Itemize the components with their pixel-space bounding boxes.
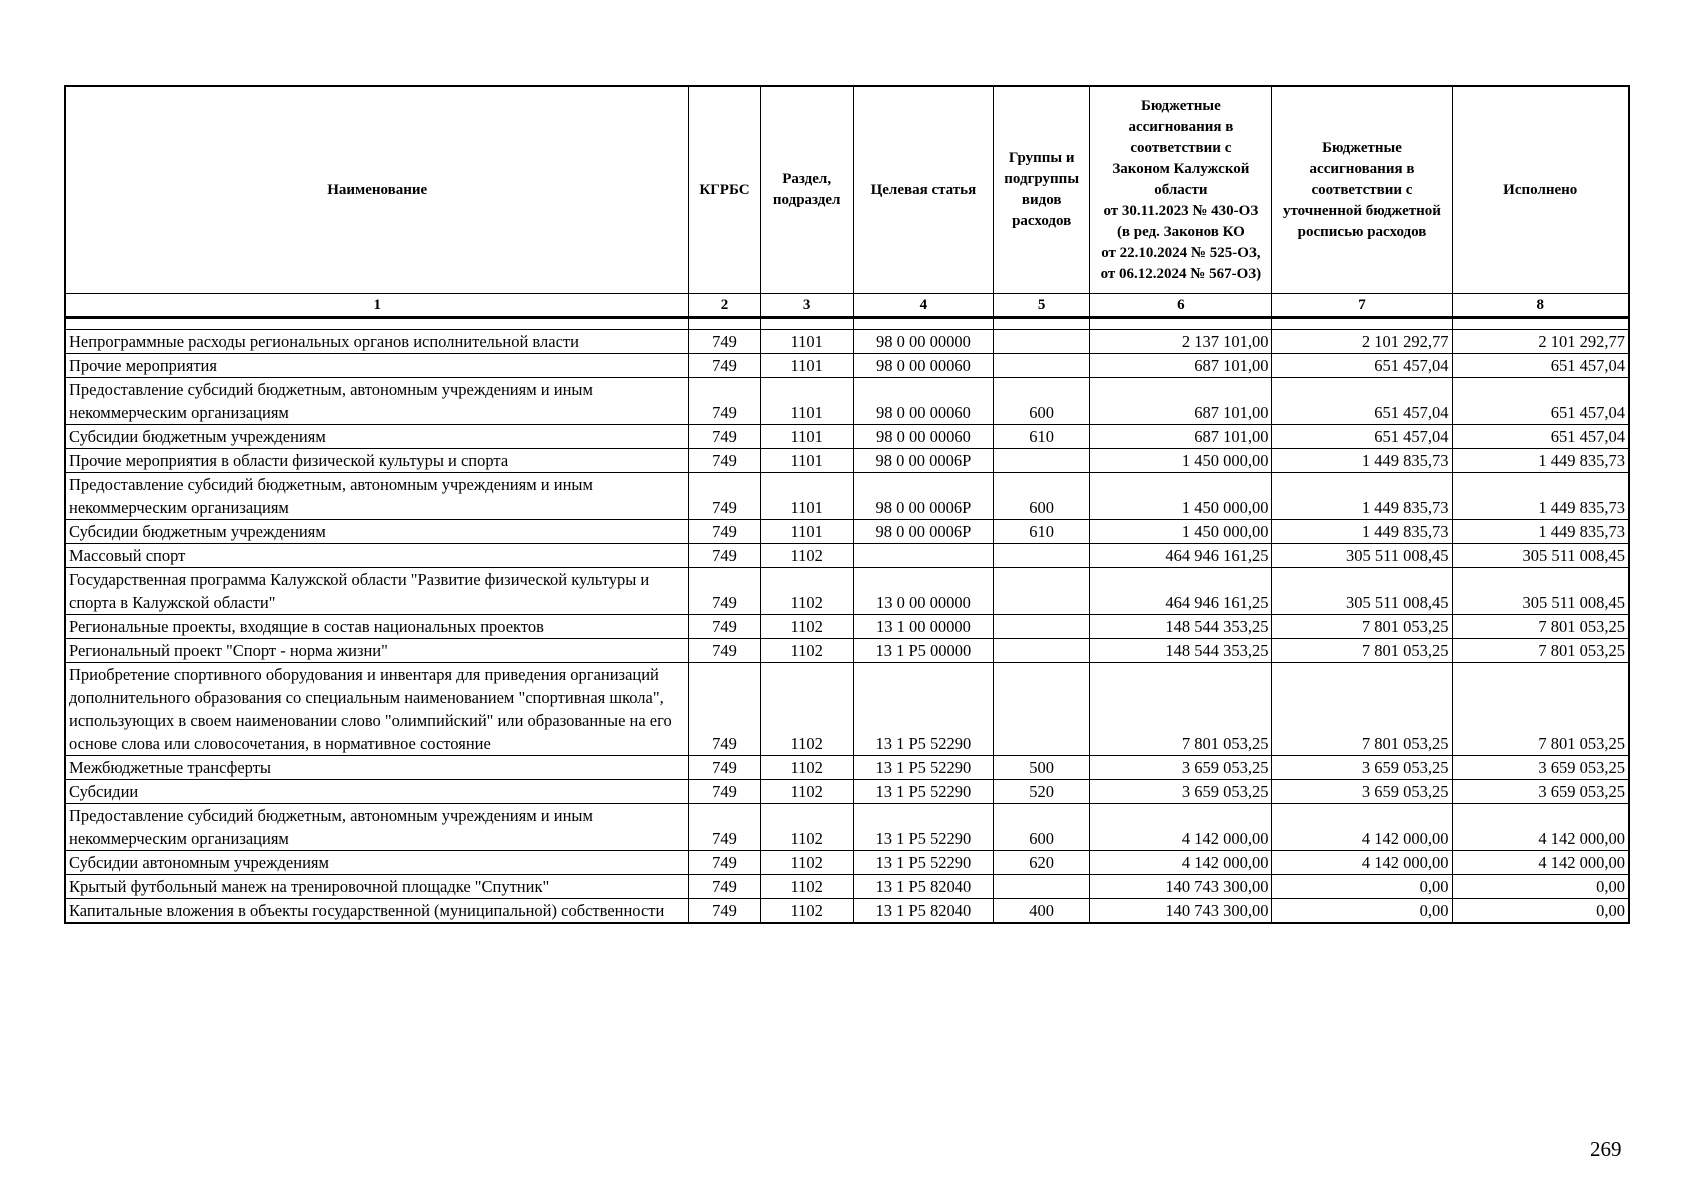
cell-target: 13 1 Р5 82040 — [853, 899, 993, 924]
cell-kgrbs: 749 — [689, 473, 760, 520]
cell-section: 1101 — [760, 425, 853, 449]
table-row — [65, 449, 1629, 473]
cell-target: 13 1 Р5 52290 — [853, 756, 993, 780]
column-number: 1 — [65, 294, 689, 318]
cell-section: 1101 — [760, 378, 853, 425]
cell-executed-amount: 0,00 — [1452, 875, 1629, 899]
table-row — [65, 639, 1629, 663]
cell-target: 98 0 00 00000 — [853, 330, 993, 354]
cell-refined-amount: 7 801 053,25 — [1272, 663, 1452, 756]
cell-refined-amount: 7 801 053,25 — [1272, 639, 1452, 663]
cell-group — [994, 568, 1090, 615]
cell-law-amount: 464 946 161,25 — [1090, 544, 1272, 568]
cell-section: 1102 — [760, 804, 853, 851]
table-row — [65, 663, 1629, 756]
column-number: 7 — [1272, 294, 1452, 318]
cell-law-amount: 140 743 300,00 — [1090, 899, 1272, 924]
cell-group — [994, 354, 1090, 378]
cell-name: Предоставление субсидий бюджетным, автономным учреждениям и иным некоммерческим организациям — [65, 378, 689, 425]
cell-refined-amount: 4 142 000,00 — [1272, 851, 1452, 875]
table-row — [65, 354, 1629, 378]
cell-law-amount: 1 450 000,00 — [1090, 473, 1272, 520]
table-row — [65, 330, 1629, 354]
cell-target: 13 1 Р5 82040 — [853, 875, 993, 899]
cell-section: 1102 — [760, 663, 853, 756]
cell-refined-amount: 3 659 053,25 — [1272, 756, 1452, 780]
column-header-name: Наименование — [65, 86, 689, 294]
cell-kgrbs: 749 — [689, 851, 760, 875]
column-header-target: Целевая статья — [853, 86, 993, 294]
column-header-law-assignments: Бюджетные ассигнования в соответствии с Законом Калужской области от 30.11.2023 № 430-ОЗ (в ред. Законов КО от 22.10.2024 № 525-ОЗ, от 06.12.2024 № 567-ОЗ) — [1090, 86, 1272, 294]
table-row — [65, 544, 1629, 568]
cell-kgrbs: 749 — [689, 780, 760, 804]
cell-law-amount: 4 142 000,00 — [1090, 851, 1272, 875]
cell-name: Региональный проект "Спорт - норма жизни" — [65, 639, 689, 663]
cell-target: 98 0 00 00060 — [853, 425, 993, 449]
cell-refined-amount: 4 142 000,00 — [1272, 804, 1452, 851]
cell-executed-amount: 2 101 292,77 — [1452, 330, 1629, 354]
cell-section: 1101 — [760, 354, 853, 378]
cell-refined-amount: 651 457,04 — [1272, 425, 1452, 449]
cell-name: Крытый футбольный манеж на тренировочной площадке "Спутник" — [65, 875, 689, 899]
cell-name: Непрограммные расходы региональных органов исполнительной власти — [65, 330, 689, 354]
cell-group: 610 — [994, 520, 1090, 544]
cell-target: 98 0 00 00060 — [853, 378, 993, 425]
cell-group — [994, 875, 1090, 899]
cell-executed-amount: 7 801 053,25 — [1452, 639, 1629, 663]
budget-table — [64, 85, 1630, 924]
cell-refined-amount: 651 457,04 — [1272, 378, 1452, 425]
cell-law-amount: 687 101,00 — [1090, 425, 1272, 449]
table-row — [65, 473, 1629, 520]
cell-kgrbs: 749 — [689, 756, 760, 780]
cell-law-amount: 3 659 053,25 — [1090, 780, 1272, 804]
cell-target: 13 1 00 00000 — [853, 615, 993, 639]
column-number: 2 — [689, 294, 760, 318]
cell-executed-amount: 305 511 008,45 — [1452, 544, 1629, 568]
cell-refined-amount: 0,00 — [1272, 875, 1452, 899]
table-row — [65, 568, 1629, 615]
cell-executed-amount: 0,00 — [1452, 899, 1629, 924]
cell-law-amount: 4 142 000,00 — [1090, 804, 1272, 851]
spacer-row — [65, 318, 1629, 330]
cell-kgrbs: 749 — [689, 354, 760, 378]
column-header-group: Группы и подгруппы видов расходов — [994, 86, 1090, 294]
cell-executed-amount: 651 457,04 — [1452, 425, 1629, 449]
cell-kgrbs: 749 — [689, 615, 760, 639]
column-number-row — [65, 294, 1629, 318]
column-header-refined-assignments: Бюджетные ассигнования в соответствии с уточненной бюджетной росписью расходов — [1272, 86, 1452, 294]
cell-name: Субсидии бюджетным учреждениям — [65, 520, 689, 544]
cell-executed-amount: 3 659 053,25 — [1452, 780, 1629, 804]
column-header-kgrbs: КГРБС — [689, 86, 760, 294]
cell-group: 600 — [994, 378, 1090, 425]
cell-name: Субсидии автономным учреждениям — [65, 851, 689, 875]
cell-law-amount: 464 946 161,25 — [1090, 568, 1272, 615]
cell-kgrbs: 749 — [689, 804, 760, 851]
table-row — [65, 425, 1629, 449]
cell-law-amount: 1 450 000,00 — [1090, 449, 1272, 473]
cell-section: 1102 — [760, 544, 853, 568]
cell-section: 1102 — [760, 756, 853, 780]
cell-law-amount: 140 743 300,00 — [1090, 875, 1272, 899]
cell-group: 620 — [994, 851, 1090, 875]
cell-target: 98 0 00 0006Р — [853, 473, 993, 520]
cell-target — [853, 544, 993, 568]
cell-law-amount: 2 137 101,00 — [1090, 330, 1272, 354]
cell-section: 1102 — [760, 639, 853, 663]
cell-executed-amount: 4 142 000,00 — [1452, 804, 1629, 851]
cell-group: 400 — [994, 899, 1090, 924]
cell-executed-amount: 4 142 000,00 — [1452, 851, 1629, 875]
cell-target: 98 0 00 0006Р — [853, 449, 993, 473]
table-row — [65, 851, 1629, 875]
table-row — [65, 756, 1629, 780]
table-row — [65, 899, 1629, 924]
cell-group: 520 — [994, 780, 1090, 804]
cell-executed-amount: 651 457,04 — [1452, 354, 1629, 378]
cell-refined-amount: 305 511 008,45 — [1272, 544, 1452, 568]
cell-law-amount: 148 544 353,25 — [1090, 639, 1272, 663]
column-number: 4 — [853, 294, 993, 318]
cell-executed-amount: 651 457,04 — [1452, 378, 1629, 425]
cell-group: 600 — [994, 473, 1090, 520]
cell-section: 1101 — [760, 330, 853, 354]
cell-target: 13 1 Р5 52290 — [853, 804, 993, 851]
table-row — [65, 520, 1629, 544]
cell-refined-amount: 3 659 053,25 — [1272, 780, 1452, 804]
cell-target: 13 1 Р5 00000 — [853, 639, 993, 663]
cell-executed-amount: 7 801 053,25 — [1452, 663, 1629, 756]
cell-group — [994, 449, 1090, 473]
cell-kgrbs: 749 — [689, 875, 760, 899]
cell-refined-amount: 1 449 835,73 — [1272, 449, 1452, 473]
cell-section: 1102 — [760, 875, 853, 899]
cell-law-amount: 3 659 053,25 — [1090, 756, 1272, 780]
table-row — [65, 804, 1629, 851]
cell-section: 1101 — [760, 449, 853, 473]
cell-kgrbs: 749 — [689, 899, 760, 924]
cell-section: 1102 — [760, 780, 853, 804]
cell-executed-amount: 3 659 053,25 — [1452, 756, 1629, 780]
cell-name: Капитальные вложения в объекты государственной (муниципальной) собственности — [65, 899, 689, 924]
table-row — [65, 875, 1629, 899]
column-header-executed: Исполнено — [1452, 86, 1629, 294]
cell-section: 1101 — [760, 520, 853, 544]
cell-kgrbs: 749 — [689, 663, 760, 756]
cell-refined-amount: 305 511 008,45 — [1272, 568, 1452, 615]
cell-section: 1102 — [760, 568, 853, 615]
cell-name: Приобретение спортивного оборудования и инвентаря для приведения организаций дополнительного образования со специальным наименованием "спортивная школа", использующих в своем наименовании слово "олимпийский" или образованные на его основе слова или словосочетания, в нормативное состояние — [65, 663, 689, 756]
cell-group: 500 — [994, 756, 1090, 780]
page-number: 269 — [1590, 1137, 1622, 1161]
cell-target: 13 1 Р5 52290 — [853, 780, 993, 804]
cell-kgrbs: 749 — [689, 639, 760, 663]
cell-group — [994, 639, 1090, 663]
cell-target: 98 0 00 00060 — [853, 354, 993, 378]
cell-name: Массовый спорт — [65, 544, 689, 568]
cell-name: Государственная программа Калужской области "Развитие физической культуры и спорта в Калужской области" — [65, 568, 689, 615]
table-row — [65, 615, 1629, 639]
cell-section: 1102 — [760, 851, 853, 875]
cell-name: Межбюджетные трансферты — [65, 756, 689, 780]
cell-group — [994, 544, 1090, 568]
cell-refined-amount: 1 449 835,73 — [1272, 520, 1452, 544]
cell-executed-amount: 7 801 053,25 — [1452, 615, 1629, 639]
cell-group: 610 — [994, 425, 1090, 449]
cell-kgrbs: 749 — [689, 330, 760, 354]
cell-executed-amount: 305 511 008,45 — [1452, 568, 1629, 615]
cell-group — [994, 615, 1090, 639]
cell-name: Региональные проекты, входящие в состав национальных проектов — [65, 615, 689, 639]
cell-group — [994, 330, 1090, 354]
cell-refined-amount: 2 101 292,77 — [1272, 330, 1452, 354]
column-header-section: Раздел, подраздел — [760, 86, 853, 294]
cell-kgrbs: 749 — [689, 544, 760, 568]
cell-executed-amount: 1 449 835,73 — [1452, 520, 1629, 544]
column-number: 6 — [1090, 294, 1272, 318]
cell-target: 13 0 00 00000 — [853, 568, 993, 615]
column-number: 3 — [760, 294, 853, 318]
cell-section: 1102 — [760, 899, 853, 924]
cell-name: Прочие мероприятия в области физической культуры и спорта — [65, 449, 689, 473]
cell-kgrbs: 749 — [689, 568, 760, 615]
cell-kgrbs: 749 — [689, 449, 760, 473]
cell-group: 600 — [994, 804, 1090, 851]
table-row — [65, 780, 1629, 804]
cell-target: 98 0 00 0006Р — [853, 520, 993, 544]
cell-name: Субсидии бюджетным учреждениям — [65, 425, 689, 449]
cell-name: Субсидии — [65, 780, 689, 804]
cell-law-amount: 1 450 000,00 — [1090, 520, 1272, 544]
cell-target: 13 1 Р5 52290 — [853, 851, 993, 875]
cell-executed-amount: 1 449 835,73 — [1452, 473, 1629, 520]
cell-executed-amount: 1 449 835,73 — [1452, 449, 1629, 473]
table-row — [65, 378, 1629, 425]
cell-law-amount: 148 544 353,25 — [1090, 615, 1272, 639]
column-number: 8 — [1452, 294, 1629, 318]
table-header-row — [65, 86, 1629, 294]
cell-name: Предоставление субсидий бюджетным, автономным учреждениям и иным некоммерческим организациям — [65, 804, 689, 851]
cell-law-amount: 7 801 053,25 — [1090, 663, 1272, 756]
cell-refined-amount: 1 449 835,73 — [1272, 473, 1452, 520]
cell-kgrbs: 749 — [689, 520, 760, 544]
table-body — [65, 318, 1629, 924]
cell-target: 13 1 Р5 52290 — [853, 663, 993, 756]
cell-refined-amount: 7 801 053,25 — [1272, 615, 1452, 639]
cell-name: Предоставление субсидий бюджетным, автономным учреждениям и иным некоммерческим организациям — [65, 473, 689, 520]
cell-refined-amount: 651 457,04 — [1272, 354, 1452, 378]
column-number: 5 — [994, 294, 1090, 318]
cell-name: Прочие мероприятия — [65, 354, 689, 378]
cell-kgrbs: 749 — [689, 378, 760, 425]
cell-group — [994, 663, 1090, 756]
cell-refined-amount: 0,00 — [1272, 899, 1452, 924]
cell-section: 1101 — [760, 473, 853, 520]
cell-section: 1102 — [760, 615, 853, 639]
cell-kgrbs: 749 — [689, 425, 760, 449]
cell-law-amount: 687 101,00 — [1090, 378, 1272, 425]
cell-law-amount: 687 101,00 — [1090, 354, 1272, 378]
